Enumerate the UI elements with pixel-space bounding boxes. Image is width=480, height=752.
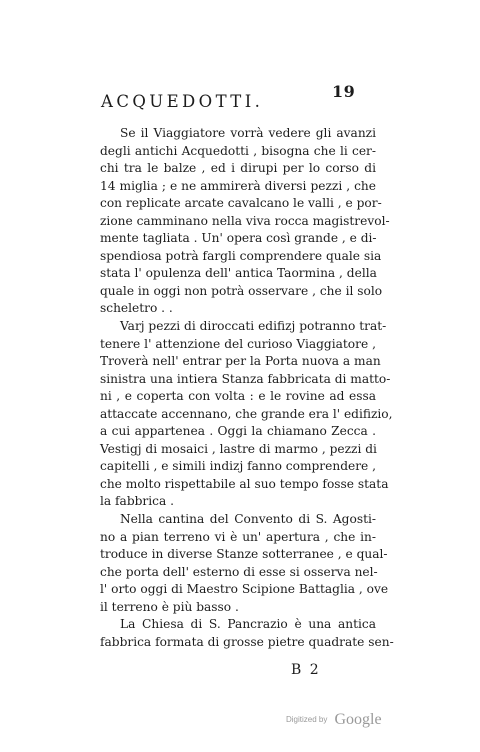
text-line: chi tra le balze , ed i dirupi per lo corso di (100, 161, 376, 176)
text-line: capitelli , e simili indizj fanno comprendere , (100, 459, 376, 474)
text-line: tenere l' attenzione del curioso Viaggiatore , (100, 336, 376, 351)
text-line: sinistra una intiera Stanza fabbricata di matto- (100, 371, 391, 386)
body-text (100, 125, 394, 651)
text-line: degli antichi Acquedotti , bisogna che li cer- (100, 143, 376, 158)
text-line: stata l' opulenza dell' antica Taormina , della (100, 266, 377, 281)
page-number: 19 (332, 82, 356, 101)
watermark-prefix: Digitized by (286, 715, 328, 724)
text-line: 14 miglia ; e ne ammirerà diversi pezzi , che (100, 178, 376, 193)
text-line: l' orto oggi di Maestro Scipione Battaglia , ove (100, 582, 389, 597)
text-line: troduce in diverse Stanze sotterranee , e qual- (100, 547, 388, 562)
text-line: zione camminano nella viva rocca magistrevol- (100, 213, 390, 228)
text-line: mente tagliata . Un' opera così grande , e di- (100, 231, 377, 246)
text-line: fabbrica formata di grosse pietre quadrate sen- (100, 634, 394, 649)
text-line: Nella cantina del Convento di S. Agosti- (120, 512, 376, 527)
text-line: Troverà nell' entrar per la Porta nuova a man (100, 354, 381, 369)
text-line: la fabbrica . (100, 494, 174, 509)
text-line: no a pian terreno vi è un' apertura , che in- (100, 529, 376, 544)
text-line: Vestigj di mosaici , lastre di marmo , pezzi di (100, 441, 377, 456)
text-line: ni , e coperta con volta : e le rovine ad essa (100, 389, 376, 404)
text-line: il terreno è più basso . (100, 599, 239, 614)
text-line: scheletro . . (100, 301, 173, 316)
text-line: attaccate accennano, che grande era l' edifizio, (100, 406, 393, 421)
digitization-watermark (286, 709, 382, 729)
text-line: che porta dell' esterno di esse si osserva nel- (100, 564, 378, 579)
text-line: spendiosa potrà fargli comprendere quale sia (100, 248, 382, 263)
text-line: quale in oggi non potrà osservare , che il solo (100, 283, 383, 298)
watermark-brand: Google (334, 710, 382, 728)
text-line: La Chiesa di S. Pancrazio è una antica (120, 617, 376, 632)
text-line: Se il Viaggiatore vorrà vedere gli avanzi (120, 126, 376, 140)
text-line: che molto rispettabile al suo tempo fosse stata (100, 476, 389, 491)
text-line: Varj pezzi di diroccati edifizj potranno trat- (120, 319, 387, 334)
page-heading: ACQUEDOTTI. (101, 92, 264, 111)
text-line: a cui appartenea . Oggi la chiamano Zecca . (100, 424, 376, 439)
printer-signature-mark: B 2 (291, 662, 321, 678)
text-line: con replicate arcate cavalcano le valli , e por- (100, 196, 382, 211)
